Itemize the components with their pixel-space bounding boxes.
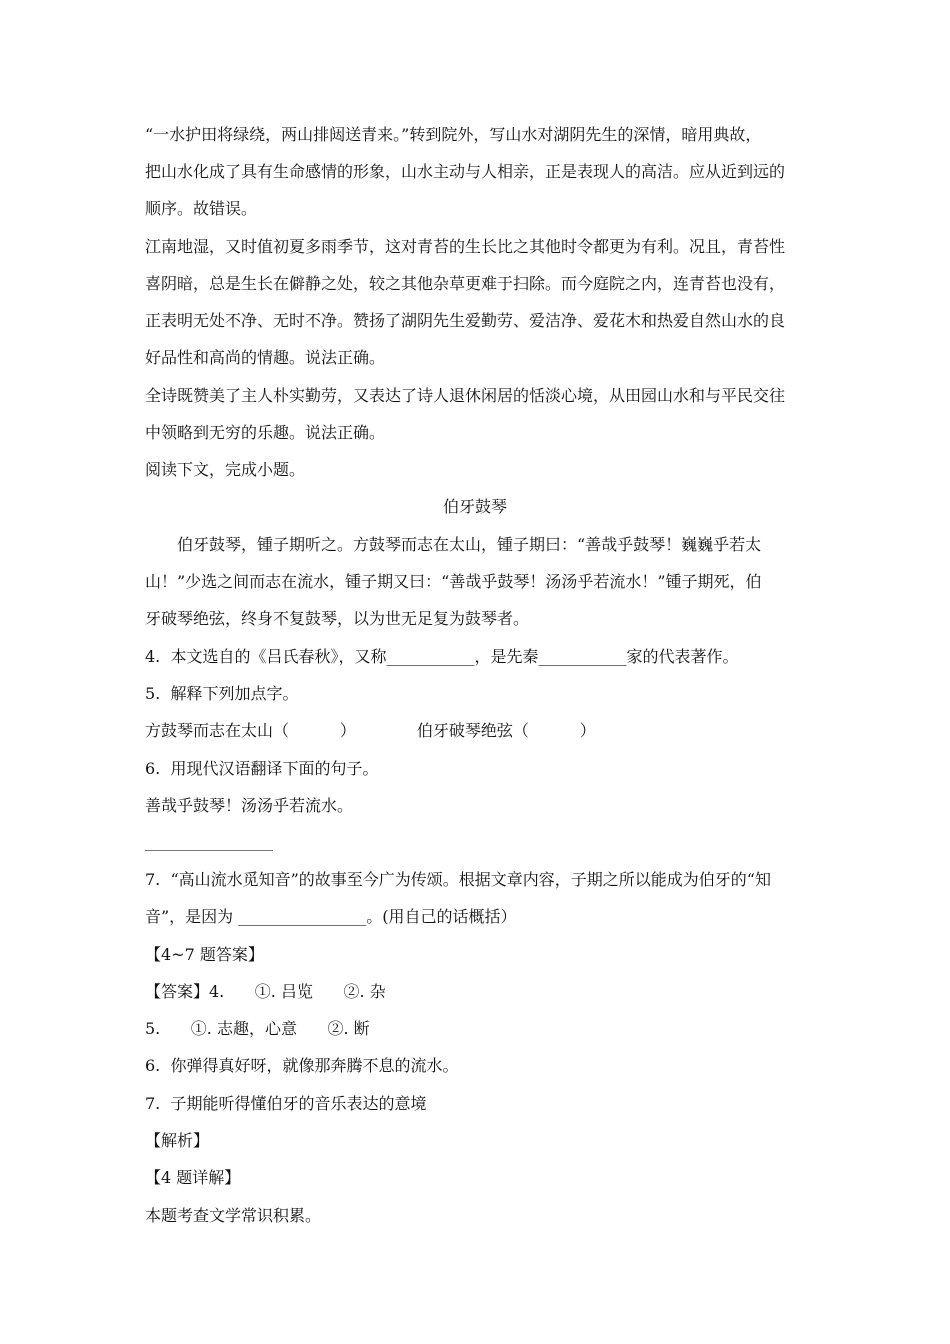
question-7-cont: 音”，是因为 ________________。(用自己的话概括） xyxy=(145,907,517,926)
paragraph-line: 全诗既赞美了主人朴实勤劳，又表达了诗人退休闲居的恬淡心境，从田园山水和与平民交往 xyxy=(145,386,786,405)
paragraph-line: 中领略到无穷的乐趣。说法正确。 xyxy=(145,423,386,442)
question-6: 6. 用现代汉语翻译下面的句子。 xyxy=(145,759,379,778)
paragraph-line: 好品性和高尚的情趣。说法正确。 xyxy=(145,348,386,367)
detail-heading: 【4 题详解】 xyxy=(145,1168,241,1187)
question-5: 5. 解释下列加点字。 xyxy=(145,684,299,703)
paragraph-line: “一水护田将绿绕，两山排闼送青来。”转到院外，写山水对湖阴先生的深情，暗用典故， xyxy=(145,125,762,144)
answer-5: 5. ①. 志趣，心意 ②. 断 xyxy=(145,1019,370,1038)
paragraph-line: 喜阴暗，总是生长在僻静之处，较之其他杂草更难于扫除。而今庭院之内，连青苔也没有， xyxy=(145,274,786,293)
question-6-sentence: 善哉乎鼓琴！汤汤乎若流水。 xyxy=(145,796,354,815)
answer-4: 【答案】4. ①. 吕览 ②. 杂 xyxy=(145,982,386,1001)
passage-line: 伯牙鼓琴，锺子期听之。方鼓琴而志在太山，锺子期曰：“善哉乎鼓琴！巍巍乎若太 xyxy=(145,535,762,554)
detail-text: 本题考查文学常识积累。 xyxy=(145,1206,322,1225)
answer-blank-line xyxy=(145,850,273,851)
analysis-heading: 【解析】 xyxy=(145,1131,210,1150)
passage-line: 山！”少选之间而志在流水，锺子期又曰：“善哉乎鼓琴！汤汤乎若流水！”锺子期死，伯 xyxy=(145,572,762,591)
answer-6: 6. 你弹得真好呀，就像那奔腾不息的流水。 xyxy=(145,1056,459,1075)
question-4: 4. 本文选自的《吕氏春秋》，又称___________，是先秦___________家的代表著作。 xyxy=(145,647,739,666)
paragraph-line: 江南地湿，又时值初夏多雨季节，这对青苔的生长比之其他时令都更为有利。况且，青苔性 xyxy=(145,237,786,256)
paragraph-line: 正表明无处不净、无时不净。赞扬了湖阴先生爱勤劳、爱洁净、爱花木和热爱自然山水的良 xyxy=(145,311,786,330)
question-7: 7. “高山流水觅知音”的故事至今广为传颂。根据文章内容，子期之所以能成为伯牙的“知 xyxy=(145,870,771,889)
paragraph-line: 顺序。故错误。 xyxy=(145,199,258,218)
instruction-line: 阅读下文，完成小题。 xyxy=(145,460,306,479)
passage-line: 牙破琴绝弦，终身不复鼓琴，以为世无足复为鼓琴者。 xyxy=(145,609,530,628)
answer-7: 7. 子期能听得懂伯牙的音乐表达的意境 xyxy=(145,1094,427,1113)
passage-title: 伯牙鼓琴 xyxy=(442,497,507,516)
question-5-items: 方鼓琴而志在太山（ ） 伯牙破琴绝弦（ ） xyxy=(145,721,596,740)
answer-heading: 【4~7 题答案】 xyxy=(145,945,264,964)
paragraph-line: 把山水化成了具有生命感情的形象，山水主动与人相亲，正是表现人的高洁。应从近到远的 xyxy=(145,162,786,181)
